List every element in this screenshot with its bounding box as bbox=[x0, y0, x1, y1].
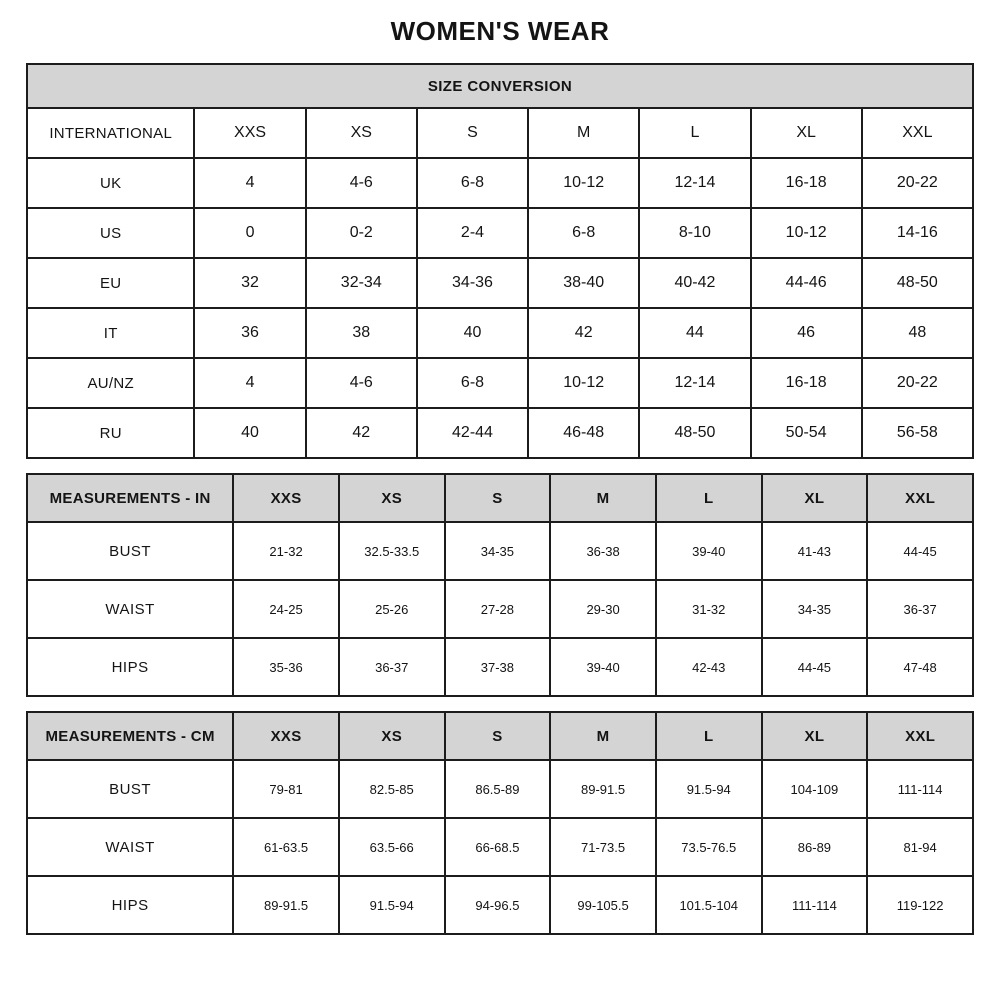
value-cell: 4-6 bbox=[306, 158, 417, 208]
row-label: RU bbox=[27, 408, 194, 458]
value-cell: 36-37 bbox=[339, 638, 445, 696]
row-label: BUST bbox=[27, 760, 233, 818]
size-header: L bbox=[656, 712, 762, 760]
value-cell: 50-54 bbox=[751, 408, 862, 458]
value-cell: 91.5-94 bbox=[656, 760, 762, 818]
value-cell: 10-12 bbox=[751, 208, 862, 258]
value-cell: 34-35 bbox=[762, 580, 868, 638]
value-cell: 36 bbox=[194, 308, 305, 358]
table-row bbox=[27, 876, 973, 934]
size-header-row bbox=[27, 108, 973, 158]
value-cell: 56-58 bbox=[862, 408, 973, 458]
size-header: XXS bbox=[233, 474, 339, 522]
value-cell: 89-91.5 bbox=[233, 876, 339, 934]
value-cell: 4 bbox=[194, 358, 305, 408]
value-cell: 38 bbox=[306, 308, 417, 358]
value-cell: 42-43 bbox=[656, 638, 762, 696]
value-cell: 34-36 bbox=[417, 258, 528, 308]
row-label: AU/NZ bbox=[27, 358, 194, 408]
value-cell: 8-10 bbox=[639, 208, 750, 258]
row-label: HIPS bbox=[27, 876, 233, 934]
value-cell: 48-50 bbox=[639, 408, 750, 458]
table-row bbox=[27, 158, 973, 208]
page-title: WOMEN'S WEAR bbox=[390, 16, 610, 46]
table-row bbox=[27, 408, 973, 458]
size-header: S bbox=[445, 712, 551, 760]
value-cell: 111-114 bbox=[867, 760, 973, 818]
value-cell: 10-12 bbox=[528, 358, 639, 408]
size-header: L bbox=[656, 474, 762, 522]
value-cell: 40 bbox=[194, 408, 305, 458]
row-label: EU bbox=[27, 258, 194, 308]
size-header: XXL bbox=[867, 474, 973, 522]
table-row bbox=[27, 258, 973, 308]
value-cell: 47-48 bbox=[867, 638, 973, 696]
size-header: XXL bbox=[862, 108, 973, 158]
value-cell: 44 bbox=[639, 308, 750, 358]
value-cell: 27-28 bbox=[445, 580, 551, 638]
value-cell: 44-45 bbox=[762, 638, 868, 696]
row-label: HIPS bbox=[27, 638, 233, 696]
value-cell: 39-40 bbox=[550, 638, 656, 696]
value-cell: 71-73.5 bbox=[550, 818, 656, 876]
size-header: M bbox=[550, 712, 656, 760]
size-header: XXL bbox=[867, 712, 973, 760]
value-cell: 35-36 bbox=[233, 638, 339, 696]
value-cell: 46-48 bbox=[528, 408, 639, 458]
size-header: XS bbox=[339, 474, 445, 522]
value-cell: 46 bbox=[751, 308, 862, 358]
value-cell: 4-6 bbox=[306, 358, 417, 408]
value-cell: 73.5-76.5 bbox=[656, 818, 762, 876]
value-cell: 86.5-89 bbox=[445, 760, 551, 818]
row-label: WAIST bbox=[27, 818, 233, 876]
value-cell: 16-18 bbox=[751, 158, 862, 208]
value-cell: 37-38 bbox=[445, 638, 551, 696]
measurements-in-table bbox=[26, 473, 974, 697]
value-cell: 0 bbox=[194, 208, 305, 258]
value-cell: 16-18 bbox=[751, 358, 862, 408]
size-header: S bbox=[417, 108, 528, 158]
size-header-row bbox=[27, 712, 973, 760]
table-title: MEASUREMENTS - IN bbox=[27, 474, 233, 522]
table-title: SIZE CONVERSION bbox=[27, 64, 973, 108]
value-cell: 20-22 bbox=[862, 158, 973, 208]
value-cell: 40-42 bbox=[639, 258, 750, 308]
table-row bbox=[27, 580, 973, 638]
value-cell: 63.5-66 bbox=[339, 818, 445, 876]
value-cell: 0-2 bbox=[306, 208, 417, 258]
table-row bbox=[27, 638, 973, 696]
size-header: XXS bbox=[233, 712, 339, 760]
value-cell: 91.5-94 bbox=[339, 876, 445, 934]
value-cell: 94-96.5 bbox=[445, 876, 551, 934]
row-label: IT bbox=[27, 308, 194, 358]
table-row bbox=[27, 522, 973, 580]
value-cell: 32.5-33.5 bbox=[339, 522, 445, 580]
value-cell: 44-46 bbox=[751, 258, 862, 308]
size-header: XL bbox=[751, 108, 862, 158]
value-cell: 48-50 bbox=[862, 258, 973, 308]
table-row bbox=[27, 308, 973, 358]
value-cell: 21-32 bbox=[233, 522, 339, 580]
value-cell: 79-81 bbox=[233, 760, 339, 818]
value-cell: 41-43 bbox=[762, 522, 868, 580]
value-cell: 89-91.5 bbox=[550, 760, 656, 818]
table-row bbox=[27, 208, 973, 258]
value-cell: 40 bbox=[417, 308, 528, 358]
value-cell: 6-8 bbox=[417, 358, 528, 408]
size-header: XS bbox=[339, 712, 445, 760]
value-cell: 12-14 bbox=[639, 358, 750, 408]
row-label: US bbox=[27, 208, 194, 258]
measurements-cm-table bbox=[26, 711, 974, 935]
value-cell: 32-34 bbox=[306, 258, 417, 308]
table-row bbox=[27, 760, 973, 818]
value-cell: 32 bbox=[194, 258, 305, 308]
value-cell: 24-25 bbox=[233, 580, 339, 638]
size-header: M bbox=[550, 474, 656, 522]
value-cell: 6-8 bbox=[417, 158, 528, 208]
value-cell: 42-44 bbox=[417, 408, 528, 458]
value-cell: 81-94 bbox=[867, 818, 973, 876]
value-cell: 31-32 bbox=[656, 580, 762, 638]
value-cell: 101.5-104 bbox=[656, 876, 762, 934]
value-cell: 29-30 bbox=[550, 580, 656, 638]
size-header: M bbox=[528, 108, 639, 158]
value-cell: 20-22 bbox=[862, 358, 973, 408]
row-label: WAIST bbox=[27, 580, 233, 638]
row-label: BUST bbox=[27, 522, 233, 580]
size-header: XXS bbox=[194, 108, 305, 158]
size-conversion-table bbox=[26, 63, 974, 459]
value-cell: 10-12 bbox=[528, 158, 639, 208]
size-header: XL bbox=[762, 712, 868, 760]
table-banner-row bbox=[27, 64, 973, 108]
size-header: XS bbox=[306, 108, 417, 158]
value-cell: 2-4 bbox=[417, 208, 528, 258]
corner-label: INTERNATIONAL bbox=[27, 108, 194, 158]
value-cell: 111-114 bbox=[762, 876, 868, 934]
value-cell: 61-63.5 bbox=[233, 818, 339, 876]
size-header-row bbox=[27, 474, 973, 522]
table-row bbox=[27, 358, 973, 408]
table-row bbox=[27, 818, 973, 876]
row-label: UK bbox=[27, 158, 194, 208]
table-title: MEASUREMENTS - CM bbox=[27, 712, 233, 760]
value-cell: 36-37 bbox=[867, 580, 973, 638]
value-cell: 4 bbox=[194, 158, 305, 208]
value-cell: 44-45 bbox=[867, 522, 973, 580]
value-cell: 82.5-85 bbox=[339, 760, 445, 818]
value-cell: 99-105.5 bbox=[550, 876, 656, 934]
size-header: S bbox=[445, 474, 551, 522]
value-cell: 42 bbox=[306, 408, 417, 458]
value-cell: 14-16 bbox=[862, 208, 973, 258]
value-cell: 42 bbox=[528, 308, 639, 358]
value-cell: 38-40 bbox=[528, 258, 639, 308]
size-header: XL bbox=[762, 474, 868, 522]
value-cell: 6-8 bbox=[528, 208, 639, 258]
value-cell: 104-109 bbox=[762, 760, 868, 818]
value-cell: 39-40 bbox=[656, 522, 762, 580]
value-cell: 119-122 bbox=[867, 876, 973, 934]
value-cell: 66-68.5 bbox=[445, 818, 551, 876]
size-header: L bbox=[639, 108, 750, 158]
value-cell: 12-14 bbox=[639, 158, 750, 208]
value-cell: 25-26 bbox=[339, 580, 445, 638]
value-cell: 86-89 bbox=[762, 818, 868, 876]
value-cell: 34-35 bbox=[445, 522, 551, 580]
value-cell: 48 bbox=[862, 308, 973, 358]
value-cell: 36-38 bbox=[550, 522, 656, 580]
